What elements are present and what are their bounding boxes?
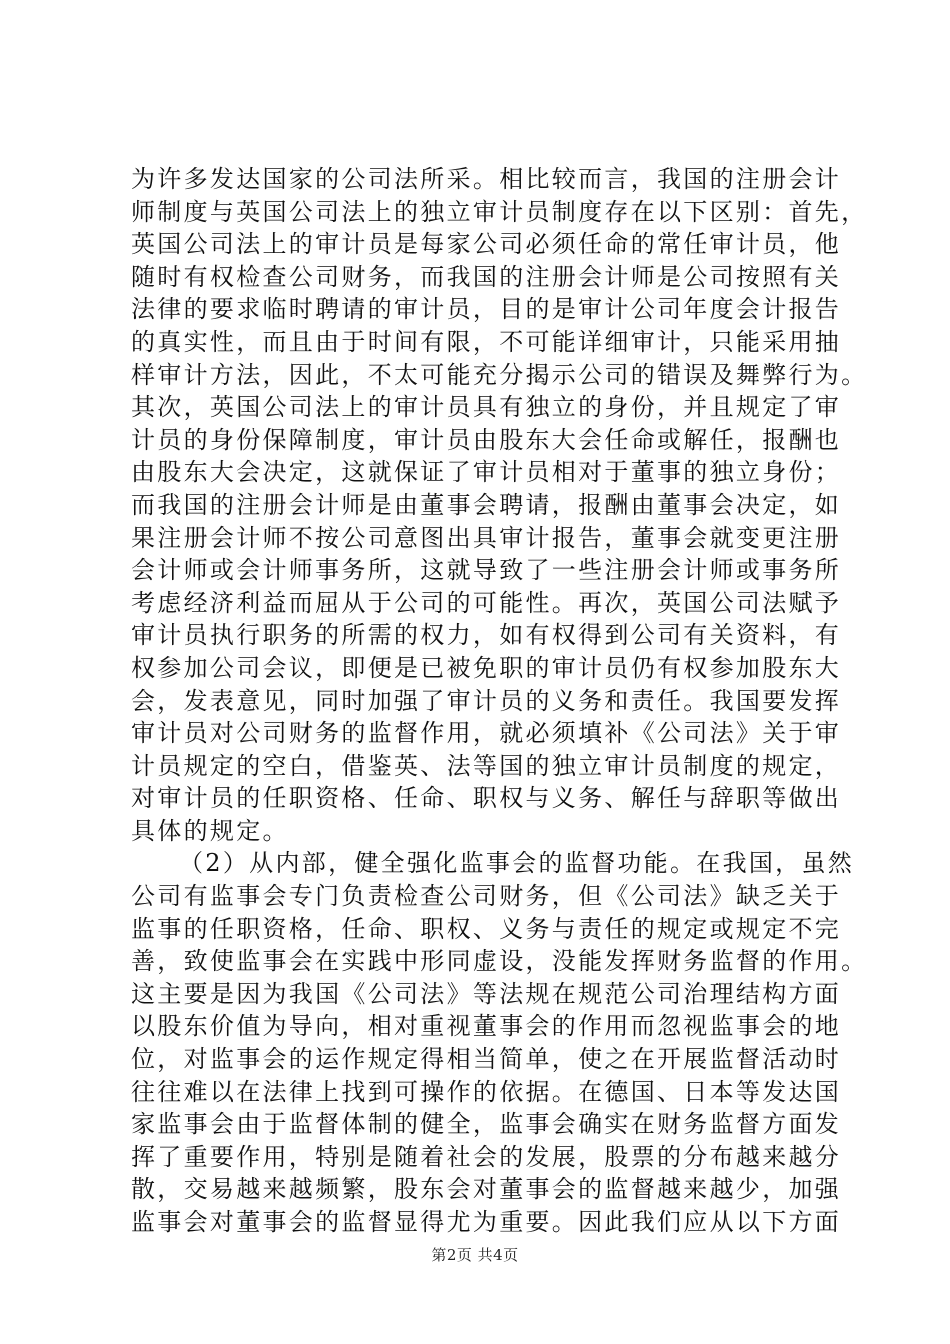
text-line: 公司有监事会专门负责检查公司财务，但《公司法》缺乏关于 (131, 882, 842, 911)
text-line: 这主要是因为我国《公司法》等法规在规范公司治理结构方面 (131, 979, 842, 1008)
text-line: 审计员执行职务的所需的权力，如有权得到公司有关资料，有 (131, 621, 842, 650)
text-line: 随时有权检查公司财务，而我国的注册会计师是公司按照有关 (131, 262, 842, 291)
text-line: 家监事会由于监督体制的健全，监事会确实在财务监督方面发 (131, 1110, 842, 1139)
text-line: 位，对监事会的运作规定得相当简单，使之在开展监督活动时 (131, 1045, 842, 1074)
text-line: 具体的规定。 (131, 816, 289, 845)
text-line: 权参加公司会议，即便是已被免职的审计员仍有权参加股东大 (131, 653, 842, 682)
text-line: 会计师或会计师事务所，这就导致了一些注册会计师或事务所 (131, 556, 842, 585)
text-line: 师制度与英国公司法上的独立审计员制度存在以下区别：首先， (131, 197, 868, 226)
page-footer (0, 1244, 950, 1265)
text-line: 以股东价值为导向，相对重视董事会的作用而忽视监事会的地 (131, 1012, 842, 1041)
text-line: 考虑经济利益而屈从于公司的可能性。再次，英国公司法赋予 (131, 588, 842, 617)
text-line: 英国公司法上的审计员是每家公司必须任命的常任审计员，他 (131, 230, 842, 259)
text-line: 挥了重要作用，特别是随着社会的发展，股票的分布越来越分 (131, 1142, 842, 1171)
text-line: 为许多发达国家的公司法所采。相比较而言，我国的注册会计 (131, 165, 842, 193)
paragraph-start-line: （2）从内部，健全强化监事会的监督功能。在我国，虽然 (179, 849, 855, 878)
text-line: 监事的任职资格，任命、职权、义务与责任的规定或规定不完 (131, 914, 842, 943)
text-line: 由股东大会决定，这就保证了审计员相对于董事的独立身份； (131, 458, 842, 487)
text-line: 计员规定的空白，借鉴英、法等国的独立审计员制度的规定， (131, 751, 842, 780)
text-line: 监事会对董事会的监督显得尤为重要。因此我们应从以下方面 (131, 1208, 842, 1236)
text-line: 善，致使监事会在实践中形同虚设，没能发挥财务监督的作用。 (131, 947, 868, 976)
text-line: 散，交易越来越频繁，股东会对董事会的监督越来越少，加强 (131, 1175, 842, 1204)
text-line: 审计员对公司财务的监督作用，就必须填补《公司法》关于审 (131, 719, 842, 748)
text-line: 而我国的注册会计师是由董事会聘请，报酬由董事会决定，如 (131, 490, 842, 519)
text-line: 果注册会计师不按公司意图出具审计报告，董事会就变更注册 (131, 523, 842, 552)
text-line: 往往难以在法律上找到可操作的依据。在德国、日本等发达国 (131, 1077, 842, 1106)
page-number: 第2页 共4页 (431, 1246, 519, 1264)
text-line: 对审计员的任职资格、任命、职权与义务、解任与辞职等做出 (131, 784, 842, 813)
text-line: 法律的要求临时聘请的审计员，目的是审计公司年度会计报告 (131, 295, 842, 324)
body-text (131, 163, 868, 1239)
text-line: 计员的身份保障制度，审计员由股东大会任命或解任，报酬也 (131, 425, 842, 454)
text-line: 其次，英国公司法上的审计员具有独立的身份，并且规定了审 (131, 393, 842, 422)
text-line: 样审计方法，因此，不太可能充分揭示公司的错误及舞弊行为。 (131, 360, 868, 389)
text-line: 会，发表意见，同时加强了审计员的义务和责任。我国要发挥 (131, 686, 842, 715)
text-line: 的真实性，而且由于时间有限，不可能详细审计，只能采用抽 (131, 327, 842, 356)
